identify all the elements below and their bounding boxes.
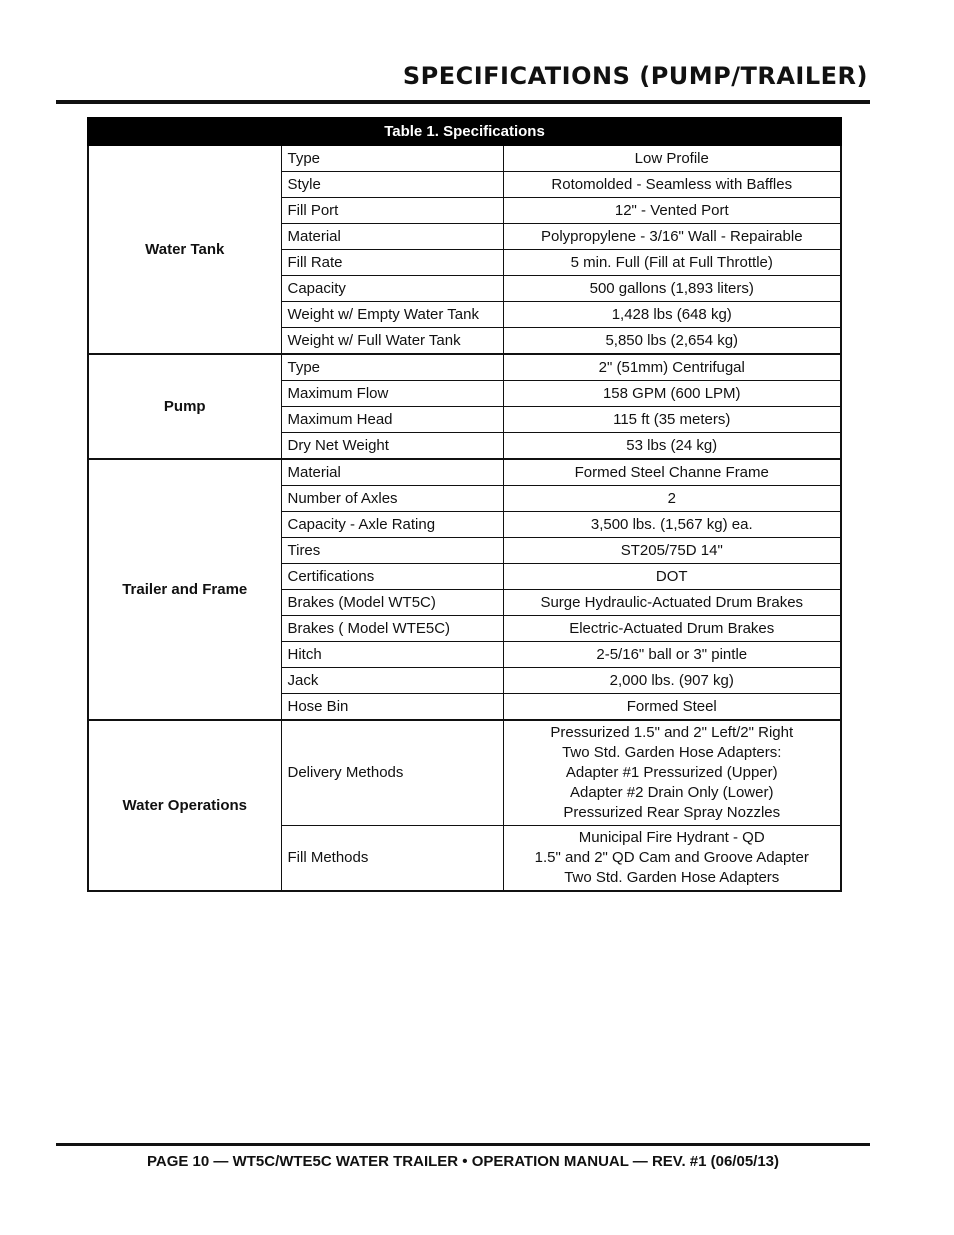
spec-value-line: Adapter #2 Drain Only (Lower): [570, 784, 774, 801]
spec-label: Brakes (Model WT5C): [281, 590, 503, 616]
spec-value-line: Pressurized Rear Spray Nozzles: [563, 804, 781, 821]
spec-value-line: Municipal Fire Hydrant - QD: [578, 829, 765, 846]
spec-value-line: Surge Hydraulic-Actuated Drum Brakes: [540, 593, 804, 611]
spec-label: Certifications: [281, 564, 503, 590]
spec-label: Weight w/ Empty Water Tank: [281, 302, 503, 328]
spec-value: [503, 328, 841, 355]
spec-label: Type: [281, 145, 503, 172]
spec-label: Material: [281, 224, 503, 250]
spec-label: Hose Bin: [281, 694, 503, 721]
spec-label: Material: [281, 459, 503, 486]
spec-value: [503, 564, 841, 590]
spec-label: Fill Rate: [281, 250, 503, 276]
spec-value-line: 158 GPM (600 LPM): [602, 384, 741, 402]
spec-value: [503, 590, 841, 616]
spec-value: [503, 486, 841, 512]
spec-value-line: Two Std. Garden Hose Adapters: [564, 869, 780, 886]
spec-value: [503, 433, 841, 460]
spec-value-line: Polypropylene - 3/16" Wall - Repairable: [540, 227, 803, 245]
spec-value-line: ST205/75D 14": [620, 541, 723, 559]
spec-value: [503, 250, 841, 276]
group-label: Water Tank: [88, 145, 281, 354]
spec-value: [503, 616, 841, 642]
spec-label: Brakes ( Model WTE5C): [281, 616, 503, 642]
spec-value: [503, 381, 841, 407]
spec-value-line: Pressurized 1.5" and 2" Left/2" Right: [550, 724, 794, 741]
footer-rule: [56, 1143, 870, 1146]
spec-value-line: Low Profile: [634, 149, 709, 167]
spec-value-line: 2: [667, 489, 676, 507]
spec-value: [503, 354, 841, 381]
spec-label: Dry Net Weight: [281, 433, 503, 460]
spec-value: [503, 668, 841, 694]
spec-value-line: 53 lbs (24 kg): [626, 436, 718, 454]
spec-value-line: 1,428 lbs (648 kg): [611, 305, 732, 323]
spec-value-line: Formed Steel Channe Frame: [574, 463, 769, 481]
spec-value: [503, 276, 841, 302]
spec-value: [503, 145, 841, 172]
spec-value-line: 2,000 lbs. (907 kg): [609, 671, 734, 689]
table-row: [88, 145, 841, 172]
spec-value: [503, 538, 841, 564]
spec-value: [503, 512, 841, 538]
spec-value-line: 12" - Vented Port: [614, 201, 729, 219]
spec-label: Fill Methods: [281, 826, 503, 892]
spec-value-line: Electric-Actuated Drum Brakes: [569, 619, 775, 637]
spec-value-line: 500 gallons (1,893 liters): [589, 279, 754, 297]
spec-label: Hitch: [281, 642, 503, 668]
spec-value: [503, 826, 841, 892]
spec-label: Maximum Head: [281, 407, 503, 433]
spec-value-line: Adapter #1 Pressurized (Upper): [565, 764, 778, 781]
spec-value: [503, 302, 841, 328]
spec-value-line: Two Std. Garden Hose Adapters:: [562, 744, 782, 761]
spec-value-line: Rotomolded - Seamless with Baffles: [551, 175, 793, 193]
group-label: Trailer and Frame: [88, 459, 281, 720]
spec-label: Type: [281, 354, 503, 381]
spec-label: Jack: [281, 668, 503, 694]
table-caption: Table 1. Specifications: [88, 118, 841, 145]
table-row: [88, 459, 841, 486]
table-body: [88, 145, 841, 891]
spec-label: Tires: [281, 538, 503, 564]
group-label: Pump: [88, 354, 281, 459]
spec-value: [503, 459, 841, 486]
spec-label: Maximum Flow: [281, 381, 503, 407]
spec-value: [503, 172, 841, 198]
table-row: [88, 354, 841, 381]
spec-label: Number of Axles: [281, 486, 503, 512]
spec-value-line: 5,850 lbs (2,654 kg): [605, 331, 739, 349]
spec-value: [503, 224, 841, 250]
spec-value: [503, 198, 841, 224]
page-title: SPECIFICATIONS (PUMP/TRAILER): [402, 62, 868, 90]
spec-value-line: DOT: [655, 567, 688, 585]
spec-label: Delivery Methods: [281, 720, 503, 826]
spec-label: Style: [281, 172, 503, 198]
spec-value-line: 3,500 lbs. (1,567 kg) ea.: [590, 515, 753, 533]
spec-label: Capacity - Axle Rating: [281, 512, 503, 538]
spec-value-line: 2" (51mm) Centrifugal: [598, 358, 745, 376]
spec-value: [503, 407, 841, 433]
spec-value-line: 5 min. Full (Fill at Full Throttle): [570, 253, 773, 271]
header-rule: [56, 100, 870, 104]
table-row: [88, 720, 841, 826]
page-footer: PAGE 10 — WT5C/WTE5C WATER TRAILER • OPERATION MANUAL — REV. #1 (06/05/13): [146, 1153, 780, 1170]
specifications-table: [87, 117, 842, 892]
spec-value-line: Formed Steel: [626, 697, 717, 715]
spec-label: Weight w/ Full Water Tank: [281, 328, 503, 355]
group-label: Water Operations: [88, 720, 281, 891]
spec-value: [503, 694, 841, 721]
spec-value: [503, 720, 841, 826]
spec-label: Fill Port: [281, 198, 503, 224]
spec-value: [503, 642, 841, 668]
table-caption-row: [88, 118, 841, 145]
spec-label: Capacity: [281, 276, 503, 302]
spec-value-line: 1.5" and 2" QD Cam and Groove Adapter: [534, 849, 809, 866]
spec-value-line: 2-5/16" ball or 3" pintle: [596, 645, 748, 663]
spec-value-line: 115 ft (35 meters): [613, 410, 731, 428]
